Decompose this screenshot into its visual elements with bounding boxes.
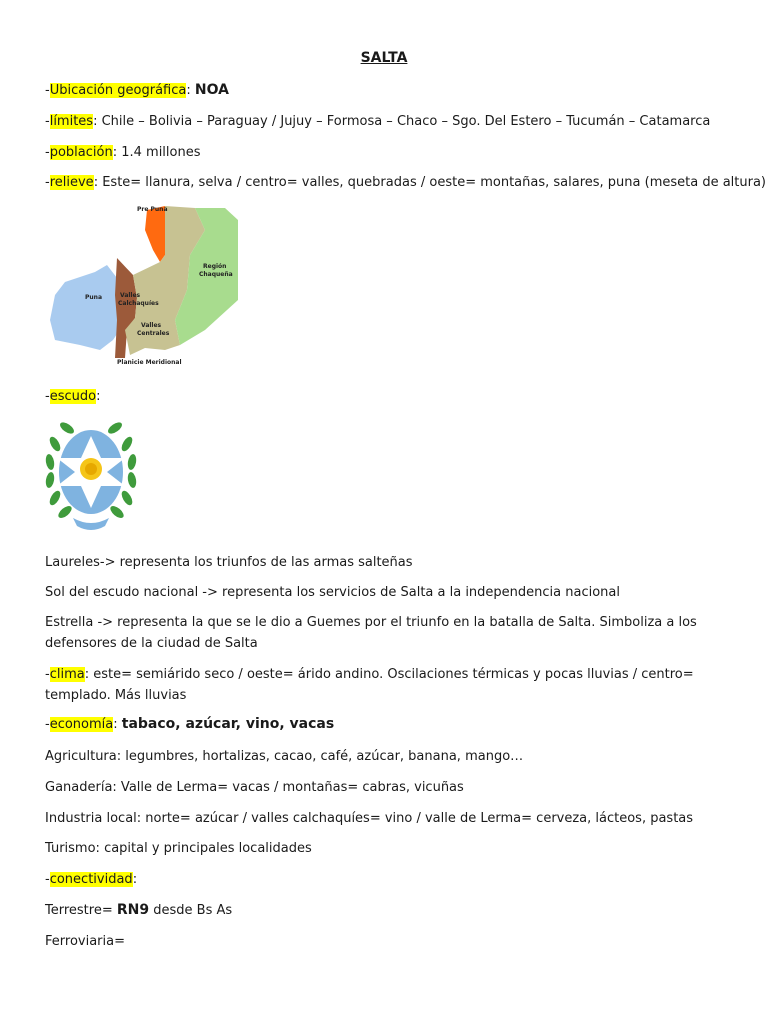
- terrestre-label: Terrestre=: [45, 903, 117, 918]
- turismo-line: Turismo: capital y principales localidades: [45, 841, 312, 856]
- separator: :: [113, 717, 122, 732]
- ubicacion-value: NOA: [194, 82, 229, 98]
- sol-line: Sol del escudo nacional -> representa los servicios de Salta a la independencia nacional: [45, 585, 620, 600]
- bullet-dash: -: [45, 717, 50, 732]
- separator: :: [96, 389, 101, 404]
- limites-value: Chile – Bolivia – Paraguay / Jujuy – Formosa – Chaco – Sgo. Del Estero – Tucumán – Catamarca: [101, 114, 711, 129]
- bullet-dash: -: [45, 114, 50, 129]
- economia-value: tabaco, azúcar, vino, vacas: [121, 716, 335, 732]
- poblacion-line: [45, 142, 735, 163]
- region-puna: [50, 265, 123, 350]
- agricultura-line: Agricultura: legumbres, hortalizas, cacao, café, azúcar, banana, mango…: [45, 749, 524, 764]
- poblacion-label: población: [49, 145, 113, 160]
- bullet-dash: -: [45, 872, 50, 887]
- map-label-valles-1: Valles: [120, 292, 141, 299]
- ubicacion-label: Ubicación geográfica: [49, 83, 187, 98]
- limites-line: [45, 111, 735, 132]
- map-label-calchaquies: Calchaquíes: [118, 300, 159, 307]
- relieve-map: [45, 200, 245, 370]
- map-label-valles-2: Valles: [141, 322, 162, 329]
- estrella-paragraph: Estrella -> representa la que se le dio a Guemes por el triunfo en la batalla de Salta. Simboliza a los defensores de la ciudad de Salta: [45, 615, 697, 651]
- bullet-dash: -: [45, 145, 50, 160]
- separator: :: [93, 114, 102, 129]
- bullet-dash: -: [45, 667, 50, 682]
- separator: :: [186, 83, 195, 98]
- industria-line: Industria local: norte= azúcar / valles calchaquíes= vino / valle de Lerma= cerveza, lácteos, pastas: [45, 811, 694, 826]
- bullet-dash: -: [45, 175, 50, 190]
- terrestre-value: RN9: [116, 902, 150, 918]
- separator: :: [93, 175, 103, 190]
- terrestre-line: [45, 900, 735, 921]
- bullet-dash: -: [45, 389, 50, 404]
- separator: :: [84, 667, 94, 682]
- limites-label: límites: [49, 114, 94, 129]
- bullet-dash: -: [45, 83, 50, 98]
- document-title: SALTA: [360, 50, 408, 66]
- separator: :: [132, 872, 138, 887]
- map-label-prepuna: Pre Puna: [137, 206, 168, 213]
- relieve-label: relieve: [49, 175, 94, 190]
- economia-label: economía: [49, 717, 114, 732]
- map-label-puna: Puna: [85, 294, 102, 301]
- map-label-region: Región: [203, 263, 227, 270]
- clima-value: este= semiárido seco / oeste= árido andino. Oscilaciones térmicas y pocas lluvias / centro= templado. Más lluvias: [45, 667, 694, 703]
- escudo-image: [45, 414, 137, 542]
- map-label-centrales: Centrales: [137, 330, 170, 337]
- laureles-line: Laureles-> representa los triunfos de las armas salteñas: [45, 555, 413, 570]
- conectividad-label: conectividad: [49, 872, 133, 887]
- clima-label: clima: [49, 667, 85, 682]
- poblacion-value: 1.4 millones: [121, 145, 201, 160]
- relieve-line: [45, 172, 766, 193]
- ferroviaria-line: Ferroviaria=: [45, 934, 125, 949]
- map-label-planicie: Planicie Meridional: [117, 359, 182, 366]
- region-prepuna: [145, 206, 165, 262]
- economia-line: [45, 714, 735, 735]
- escudo-label: escudo: [49, 389, 97, 404]
- map-label-chaquena: Chaqueña: [199, 271, 233, 278]
- relieve-value: Este= llanura, selva / centro= valles, quebradas / oeste= montañas, salares, puna (meseta de altura): [102, 175, 766, 190]
- escudo-line: [45, 386, 735, 407]
- separator: :: [112, 145, 122, 160]
- clima-paragraph: [45, 664, 735, 706]
- ganaderia-line: Ganadería: Valle de Lerma= vacas / montañas= cabras, vicuñas: [45, 780, 464, 795]
- conectividad-line: [45, 869, 735, 890]
- terrestre-suffix: desde Bs As: [149, 903, 233, 918]
- ubicacion-line: [45, 80, 735, 101]
- ribbon-icon: [73, 518, 109, 530]
